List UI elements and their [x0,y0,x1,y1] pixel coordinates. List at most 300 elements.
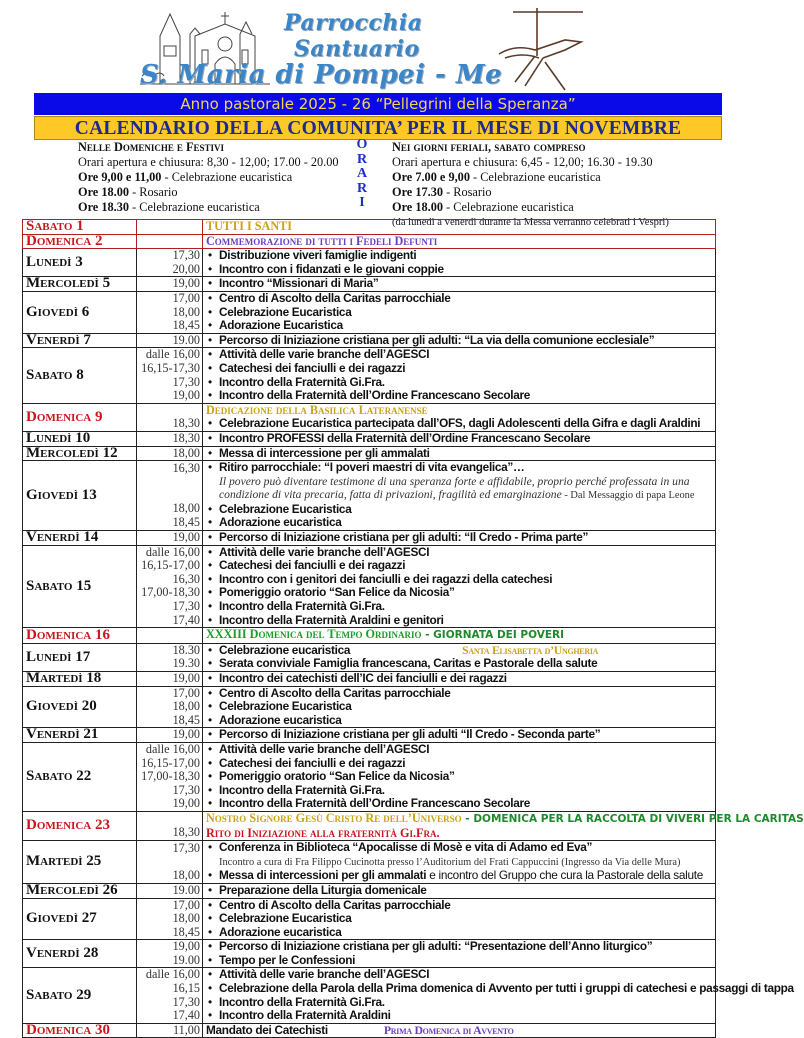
event-text: Adorazione eucaristica [219,924,342,939]
events-cell [203,841,716,884]
event-line [206,940,712,954]
calendar-row [23,811,716,840]
event-text: Messa di intercessioni per gli ammalati [219,868,427,883]
times-cell [137,686,203,728]
sunday-opening-hours: Orari apertura e chiusura: 8,30 - 12,00; 17.00 - 20.00 [78,155,339,169]
event-line [206,531,712,545]
event-suffix: - Dal Messaggio di papa Leone [561,490,695,502]
sunday-line [78,170,339,185]
calendar-row [23,431,716,446]
event-time: 18,00 [172,445,200,460]
event-time: 17,00-18,30 [141,585,200,600]
day-label: Sabato 22 [23,742,137,811]
events-cell [203,249,716,277]
event-time: 18,00 [172,867,200,882]
events-cell [203,967,794,1023]
event-line [206,447,712,461]
times-cell [137,898,203,940]
weekday-line-time: Ore 7.00 e 9,00 [392,170,470,184]
times-cell [137,403,203,431]
event-line [206,810,804,827]
events-cell [203,643,716,671]
event-time: dalle 16,00 [145,544,200,559]
event-line [206,220,712,234]
event-time: 18.30 [172,642,200,657]
event-text: Celebrazione Eucaristica [219,501,352,516]
event-text: Commemorazione di tutti i Fedeli Defunti [206,233,438,248]
event-text: Adorazione Eucaristica [219,318,343,333]
event-line [206,743,712,757]
times-cell [137,234,203,249]
calendar-row [23,403,716,431]
calendar-row [23,348,716,403]
event-time: 18,30 [172,825,200,840]
day-label: Domenica 23 [23,811,137,840]
events-cell [203,883,716,898]
day-label: Lunedì 17 [23,643,137,671]
event-text: Celebrazione della Parola della Prima domenica di Avvento per tutti i gruppi di catechesi e passaggi di tappa [219,981,794,996]
day-label: Mercoledì 5 [23,277,137,292]
calendar-row [23,940,716,968]
weekday-line [392,200,669,215]
parish-name-line2: Santuario [294,36,420,62]
event-time: 16,15-17,00 [141,558,200,573]
event-time [140,220,200,234]
event-text: Attività delle varie branche dell’AGESCI [219,544,430,559]
calendar-row [23,728,716,743]
events-cell [203,277,716,292]
event-text: Dedicazione della Basilica Lateranense [206,402,428,417]
events-cell [203,742,716,811]
event-text: Percorso di Iniziazione cristiana per gli adulti: “La via della comunione ecclesiale” [219,332,655,347]
calendar-row [23,461,716,531]
event-time [140,855,200,869]
event-line [206,672,712,686]
event-time [140,812,200,826]
events-cell [203,898,716,940]
calendar-row [23,333,716,348]
times-cell [137,728,203,743]
orari-letter: O [356,137,368,152]
event-line [206,488,712,503]
event-text: Il povero può diventare testimone di una speranza forte e affidabile, proprio perché professata in una [219,474,690,488]
event-line [206,306,712,320]
events-cell [203,234,716,249]
event-time: 19.00 [172,952,200,967]
event-time: 20,00 [172,261,200,276]
event-text: Adorazione eucaristica [219,515,342,530]
feast-tag: Prima Domenica di Avvento [383,1022,514,1037]
event-text: Tempo per le Confessioni [219,952,356,967]
times-cell [137,291,203,333]
event-time: 17,30 [172,374,200,389]
event-line [206,728,712,742]
day-label: Domenica 16 [23,628,137,644]
event-text: Celebrazione eucaristica [219,642,351,657]
calendar-table [22,218,804,1038]
sunday-line [78,200,339,215]
event-text: Pomeriggio oratorio “San Felice da Nicosia” [219,769,455,784]
times-cell [137,883,203,898]
events-cell [203,348,716,403]
calendar-row [23,1023,716,1038]
event-text: XXXIII Domenica del Tempo Ordinario [206,627,422,642]
event-text: Messa di intercessione per gli ammalati [219,445,430,460]
event-text: TUTTI I SANTI [206,219,293,233]
event-line [206,926,712,940]
event-line [206,996,712,1010]
event-line [206,700,712,714]
weekday-line [392,185,669,200]
event-text: Conferenza in Biblioteca “Apocalisse di Mosè e vita di Adamo ed Eva” [219,840,593,855]
calendar-row [23,686,716,728]
times-cell [137,672,203,687]
parish-header [0,0,724,92]
event-line [206,432,712,446]
event-time [140,475,200,489]
event-time: 17,00 [172,685,200,700]
day-label: Lunedì 10 [23,431,137,446]
event-time [140,404,200,418]
event-line [206,841,712,855]
feast-tag: Santa Elisabetta d’Ungheria [462,642,599,657]
event-line [206,475,712,489]
event-time: 17,30 [172,599,200,614]
event-time: 16,30 [172,571,200,586]
calendar-row [23,883,716,898]
event-time: 19,00 [172,388,200,403]
day-label: Domenica 9 [23,403,137,431]
orari-vertical-label [355,138,369,211]
day-label: Venerdì 7 [23,333,137,348]
orari-letter: A [356,166,368,182]
times-cell [137,742,203,811]
event-time [140,489,200,503]
event-line [206,292,712,306]
orari-letter: I [359,195,365,211]
event-text: Attività delle varie branche dell’AGESCI [219,967,430,982]
event-time [140,629,200,643]
event-text: Incontro della Fraternità Gi.Fra. [219,782,385,797]
event-text: Catechesi dei fanciulli e dei ragazzi [219,755,406,770]
event-time: 17,30 [172,782,200,797]
parish-name-line3: S. Maria di Pompei - Me [140,60,503,90]
event-line [206,884,712,898]
event-time: 18,45 [172,924,200,939]
event-time: 19,00 [172,530,200,545]
event-line [206,348,712,362]
event-line [206,559,712,573]
event-text: Incontro della Fraternità Araldini [219,1008,391,1023]
parish-name-line1: Parrocchia [284,10,423,36]
orari-letter: R [356,151,368,167]
calendar-row [23,643,716,671]
event-line [206,827,712,841]
event-time: 19,00 [172,796,200,811]
event-text: Incontro della Fraternità Gi.Fra. [219,994,385,1009]
event-line [206,249,712,263]
event-text: Percorso di Iniziazione cristiana per gli adulti: “Il Credo - Prima parte” [219,530,589,545]
day-label: Sabato 15 [23,545,137,628]
event-text: Distribuzione viveri famiglie indigenti [219,248,417,263]
event-time: 18,00 [172,501,200,516]
times-cell [137,1023,203,1038]
event-suffix: e incontro del Gruppo che cura la Pastorale della salute [426,868,703,883]
event-text: Incontro PROFESSI della Fraternità dell’Ordine Francescano Secolare [219,430,591,445]
event-time: 19,00 [172,276,200,291]
weekday-hours [392,140,669,230]
event-line [206,614,712,628]
day-label: Sabato 1 [23,220,137,235]
events-cell [203,446,716,461]
event-line [206,770,712,784]
event-time: 16,30 [172,460,200,475]
events-cell [203,628,716,644]
event-line [206,657,712,671]
weekday-line-text: - Rosario [443,185,492,199]
event-text: Pomeriggio oratorio “San Felice da Nicosia” [219,585,455,600]
event-time: 17,30 [172,248,200,263]
event-time: 18,45 [172,514,200,529]
times-cell [137,431,203,446]
event-time: 17,00-18,30 [141,769,200,784]
event-text: Catechesi dei fanciulli e dei ragazzi [219,558,406,573]
event-time: 17,40 [172,612,200,627]
calendar-row [23,531,716,546]
times-cell [137,220,203,235]
sunday-line-time: Ore 18.00 [78,185,130,199]
event-line [206,235,712,249]
times-cell [137,643,203,671]
event-line [206,362,712,376]
times-cell [137,940,203,968]
events-cell [203,333,716,348]
events-cell [203,220,716,235]
event-line [206,714,712,728]
event-text: Incontro “Missionari di Maria” [219,276,379,291]
day-label: Sabato 8 [23,348,137,403]
event-time: 19,00 [172,939,200,954]
event-line [206,981,794,996]
event-text: Celebrazione Eucaristica [219,911,352,926]
event-line [206,586,712,600]
event-line [206,628,712,643]
calendar-row [23,545,716,628]
event-line [206,334,712,348]
weekday-line-text: - Celebrazione eucaristica [443,200,574,214]
events-cell [203,545,716,628]
event-text: Catechesi dei fanciulli e dei ragazzi [219,360,406,375]
event-text: Ritiro parrocchiale: “I poveri maestri di vita evangelica”… [219,460,525,475]
event-line [206,319,712,333]
times-cell [137,811,203,840]
event-time: 18,45 [172,712,200,727]
weekday-line [392,170,669,185]
event-text: condizione di vita precaria, fatta di privazioni, fragilità ed emarginazione [219,488,562,502]
times-cell [137,333,203,348]
events-cell [203,810,804,840]
events-cell [203,531,716,546]
event-text: Incontro della Fraternità Araldini e genitori [219,612,444,627]
event-time: 17,30 [172,994,200,1009]
event-line [206,757,712,771]
day-label: Domenica 2 [23,234,137,249]
event-line [206,968,712,982]
calendar-row [23,898,716,940]
event-line [206,855,712,870]
event-line [206,263,712,277]
event-text: Attività delle varie branche dell’AGESCI [219,741,430,756]
weekday-opening-hours: Orari apertura e chiusura: 6,45 - 12,00; 16.30 - 19.30 [392,155,653,169]
event-line [206,869,712,883]
sunday-hours-title: Nelle Domeniche e Festivi [78,140,225,154]
event-text: Centro di Ascolto della Caritas parrocchiale [219,685,451,700]
day-label: Martedì 18 [23,672,137,687]
times-cell [137,446,203,461]
event-text: Percorso di Iniziazione cristiana per gli adulti “Il Credo - Seconda parte” [219,727,601,742]
calendar-row [23,742,716,811]
event-time: 18,00 [172,304,200,319]
day-label: Martedì 25 [23,841,137,884]
event-text: Incontro della Fraternità dell’Ordine Francescano Secolare [219,388,531,403]
event-time: 19.30 [172,656,200,671]
event-time: 16,15 [172,981,200,996]
event-time: 19.00 [172,882,200,897]
day-label: Giovedì 20 [23,686,137,728]
event-text: Centro di Ascolto della Caritas parrocchiale [219,290,451,305]
event-text: Incontro della Fraternità dell’Ordine Francescano Secolare [219,796,531,811]
event-text: Incontro con i fidanzati e le giovani coppie [219,261,444,276]
weekday-line-time: Ore 17.30 [392,185,444,199]
event-line [206,600,712,614]
event-text: Celebrazione Eucaristica [219,304,352,319]
sunday-hours [78,140,339,215]
event-time [140,235,200,249]
event-text: Centro di Ascolto della Caritas parrocchiale [219,897,451,912]
sunday-line-text: - Celebrazione eucaristica [129,200,260,214]
event-time: 18,00 [172,911,200,926]
event-time: dalle 16,00 [145,967,200,982]
event-time: 19,00 [172,727,200,742]
times-cell [137,545,203,628]
times-cell [137,968,203,1023]
calendar-row [23,249,716,277]
event-text: Incontro dei catechisti dell’IC dei fanciulli e dei ragazzi [219,671,507,685]
event-time: 17,30 [172,840,200,855]
day-label: Sabato 29 [23,968,137,1023]
event-line [206,899,712,913]
franciscan-tau-icon [495,6,595,92]
event-time: 17,00 [172,897,200,912]
event-line [206,687,712,701]
event-time: 19.00 [172,332,200,347]
event-text: Adorazione eucaristica [219,712,342,727]
event-line [206,546,712,560]
calendar-title: CALENDARIO DELLA COMUNITA’ PER IL MESE DI NOVEMBRE [34,116,722,140]
events-cell [203,728,716,743]
event-line [206,912,712,926]
weekday-line-text: - Celebrazione eucaristica [469,170,601,184]
sunday-line-text: - Rosario [129,185,178,199]
event-line [206,797,712,811]
event-time: 19,00 [172,671,200,685]
events-cell [203,291,716,333]
calendar-row [23,277,716,292]
event-text: Serata conviviale Famiglia francescana, Caritas e Pastorale della salute [219,656,598,671]
event-time: dalle 16,00 [145,347,200,362]
times-cell [137,277,203,292]
event-time: dalle 16,00 [145,741,200,756]
event-line [206,573,712,587]
event-line [206,1009,712,1023]
weekday-hours-title: Nei giorni feriali, sabato compreso [392,140,586,154]
event-line [206,461,712,475]
sunday-line-time: Ore 18.30 [78,200,130,214]
times-cell [137,348,203,403]
event-text: Celebrazione Eucaristica partecipata dall’OFS, dagli Adolescenti della Gifra e dagli Araldini [219,416,701,431]
event-text: Preparazione della Liturgia domenicale [219,882,427,897]
day-label: Mercoledì 26 [23,883,137,898]
event-time: 17,00 [172,290,200,305]
times-cell [137,249,203,277]
times-cell [137,628,203,644]
event-time: 18,30 [172,416,200,431]
event-line [206,954,712,968]
day-label: Venerdì 28 [23,940,137,968]
event-text: Incontro con i genitori dei fanciulli e dei ragazzi della catechesi [219,571,553,586]
events-cell [203,431,716,446]
event-line [206,516,712,530]
event-line [206,417,712,431]
event-line [206,376,712,390]
event-suffix: - DOMENICA PER LA RACCOLTA DI VIVERI PER LA CARITAS [461,812,804,825]
event-text: Incontro della Fraternità Gi.Fra. [219,374,385,389]
event-line [206,277,712,291]
sunday-line-time: Ore 9,00 e 11,00 [78,170,162,184]
event-time: 18,45 [172,318,200,333]
events-cell [203,940,716,968]
calendar-row [23,220,716,235]
event-time: 18,30 [172,430,200,445]
day-label: Giovedì 6 [23,291,137,333]
event-time: 16,15-17,30 [141,360,200,375]
event-text: Rito di Iniziazione alla fraternità Gi.Fra. [206,825,440,840]
event-line [206,784,712,798]
event-text: Mandato dei Catechisti [206,1022,328,1037]
orari-letter: R [356,180,368,196]
sunday-line-text: - Celebrazione eucaristica [161,170,293,184]
event-line [206,503,712,517]
day-label: Lunedì 3 [23,249,137,277]
vespers-note: (da lunedì a venerdì durante la Messa verranno celebrati i Vespri) [392,217,669,228]
day-label: Giovedì 27 [23,898,137,940]
events-cell [203,672,716,687]
event-time: 11,00 [173,1022,200,1037]
weekday-line-time: Ore 18.00 [392,200,444,214]
day-label: Mercoledì 12 [23,446,137,461]
day-label: Domenica 30 [23,1023,137,1038]
times-cell [137,531,203,546]
events-cell [203,1023,716,1038]
day-label: Venerdì 21 [23,728,137,743]
event-line [206,644,712,658]
day-label: Venerdì 14 [23,531,137,546]
times-cell [137,461,203,531]
calendar-row [23,968,716,1023]
events-cell [203,403,716,431]
events-cell [203,686,716,728]
calendar-row [23,446,716,461]
